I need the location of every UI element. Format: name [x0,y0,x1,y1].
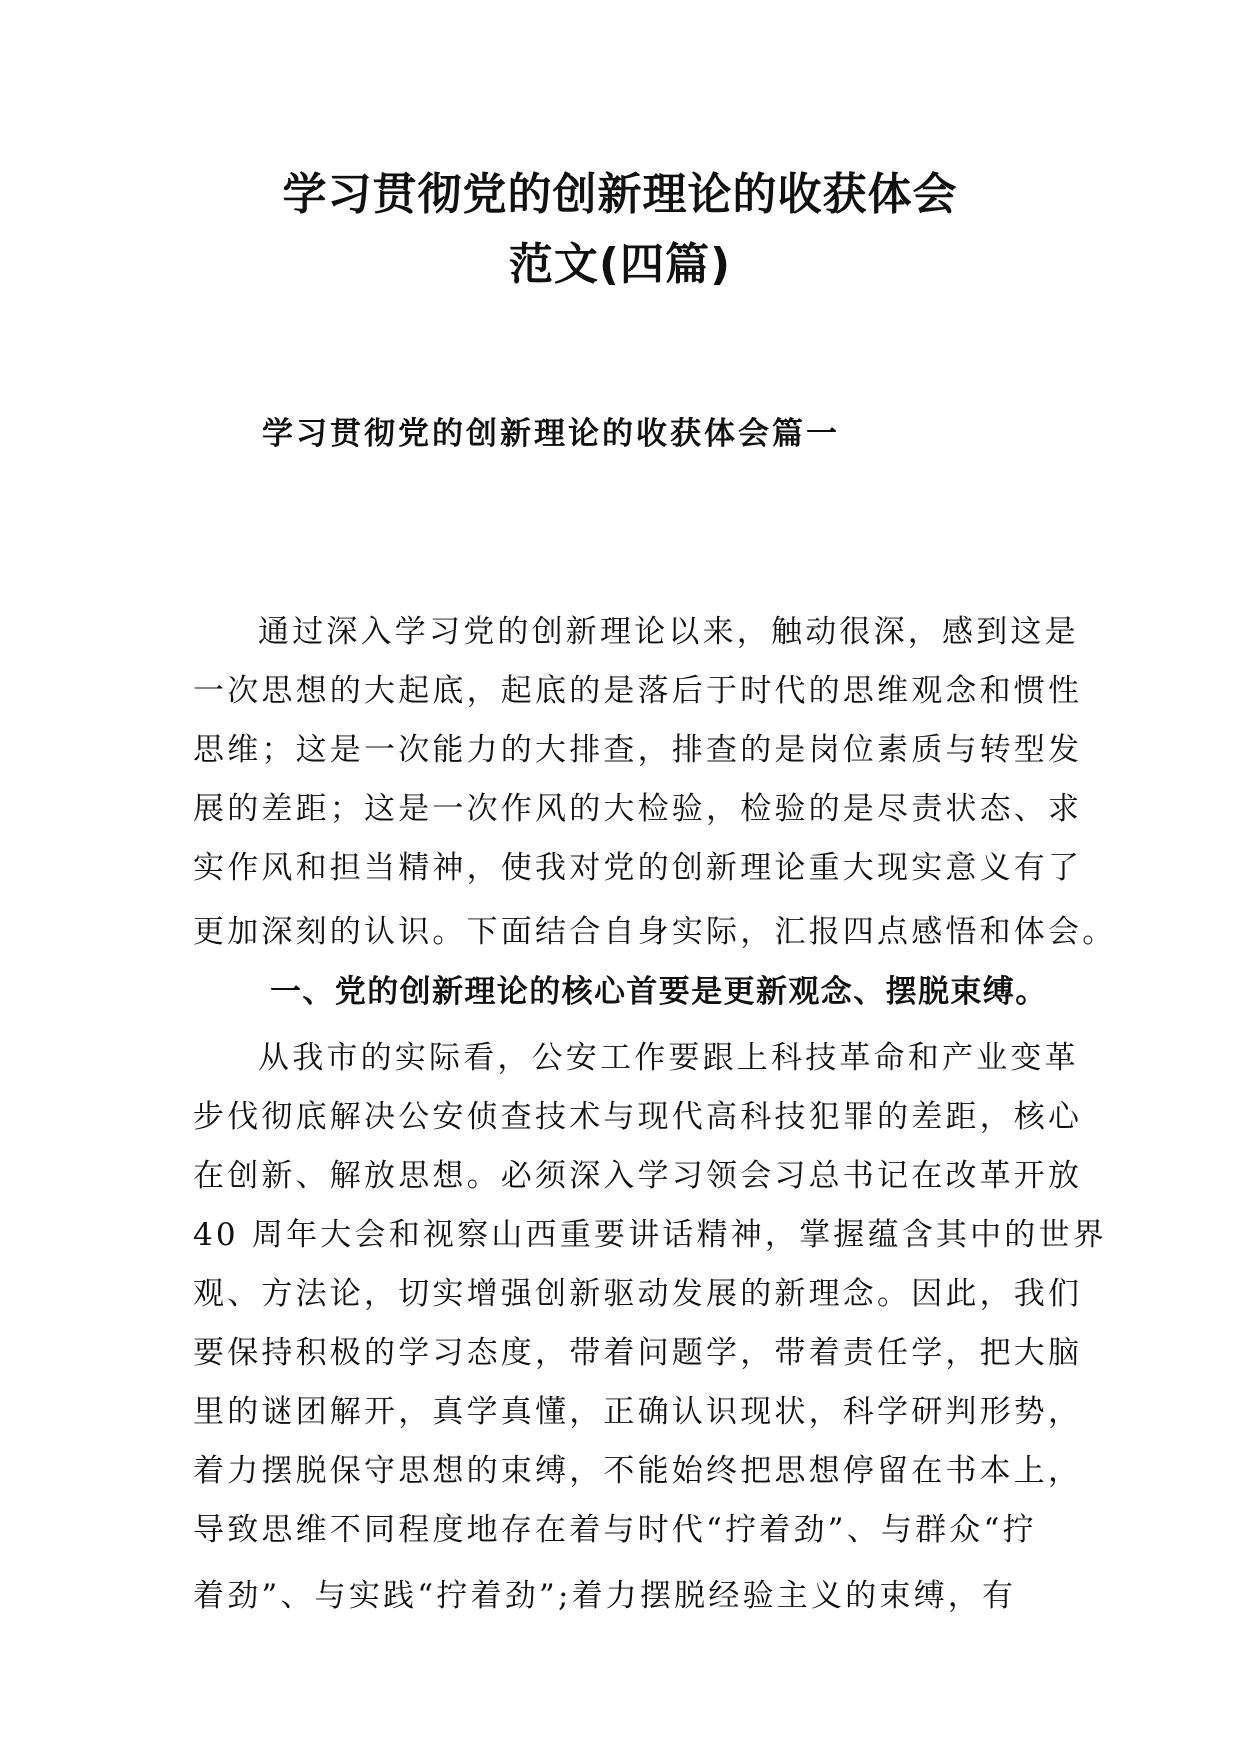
paragraph-2-line-2: 步伐彻底解决公安侦查技术与现代高科技犯罪的差距，核心 [193,1099,1083,1135]
paragraph-2-line-7: 里的谜团解开，真学真懂，正确认识现状，科学研判形势， [193,1394,1083,1430]
section-heading-1: 一、党的创新理论的核心首要是更新观念、摆脱束缚。 [270,974,1048,1010]
paragraph-2-line-5: 观、方法论，切实增强创新驱动发展的新理念。因此，我们 [193,1276,1083,1312]
section-subtitle: 学习贯彻党的创新理论的收获体会篇一 [262,416,840,452]
document-title-line-2: 范文(四篇) [508,239,732,290]
document-title-line-1: 学习贯彻党的创新理论的收获体会 [282,169,958,220]
paragraph-2-line-9: 导致思维不同程度地存在着与时代“拧着劲”、与群众“拧 [193,1512,1037,1548]
paragraph-2-line-8: 着力摆脱保守思想的束缚，不能始终把思想停留在书本上， [193,1453,1083,1489]
paragraph-2-line-4: 40 周年大会和视察山西重要讲话精神，掌握蕴含其中的世界 [193,1217,1107,1253]
paragraph-2-line-10: 着劲”、与实践“拧着劲”;着力摆脱经验主义的束缚，有 [193,1578,1017,1614]
paragraph-1-line-6: 更加深刻的认识。下面结合自身实际，汇报四点感悟和体会。 [193,914,1117,950]
paragraph-1-line-5: 实作风和担当精神，使我对党的创新理论重大现实意义有了 [193,850,1083,886]
paragraph-2-line-1: 从我市的实际看，公安工作要跟上科技革命和产业变革 [258,1040,1079,1076]
paragraph-1-line-2: 一次思想的大起底，起底的是落后于时代的思维观念和惯性 [193,673,1083,709]
paragraph-2-line-3: 在创新、解放思想。必须深入学习领会习总书记在改革开放 [193,1158,1083,1194]
paragraph-1-line-1: 通过深入学习党的创新理论以来，触动很深，感到这是 [258,614,1079,650]
paragraph-1-line-3: 思维；这是一次能力的大排查，排查的是岗位素质与转型发 [193,732,1083,768]
paragraph-1-line-4: 展的差距；这是一次作风的大检验，检验的是尽责状态、求 [193,791,1083,827]
paragraph-2-line-6: 要保持积极的学习态度，带着问题学，带着责任学，把大脑 [193,1335,1083,1371]
